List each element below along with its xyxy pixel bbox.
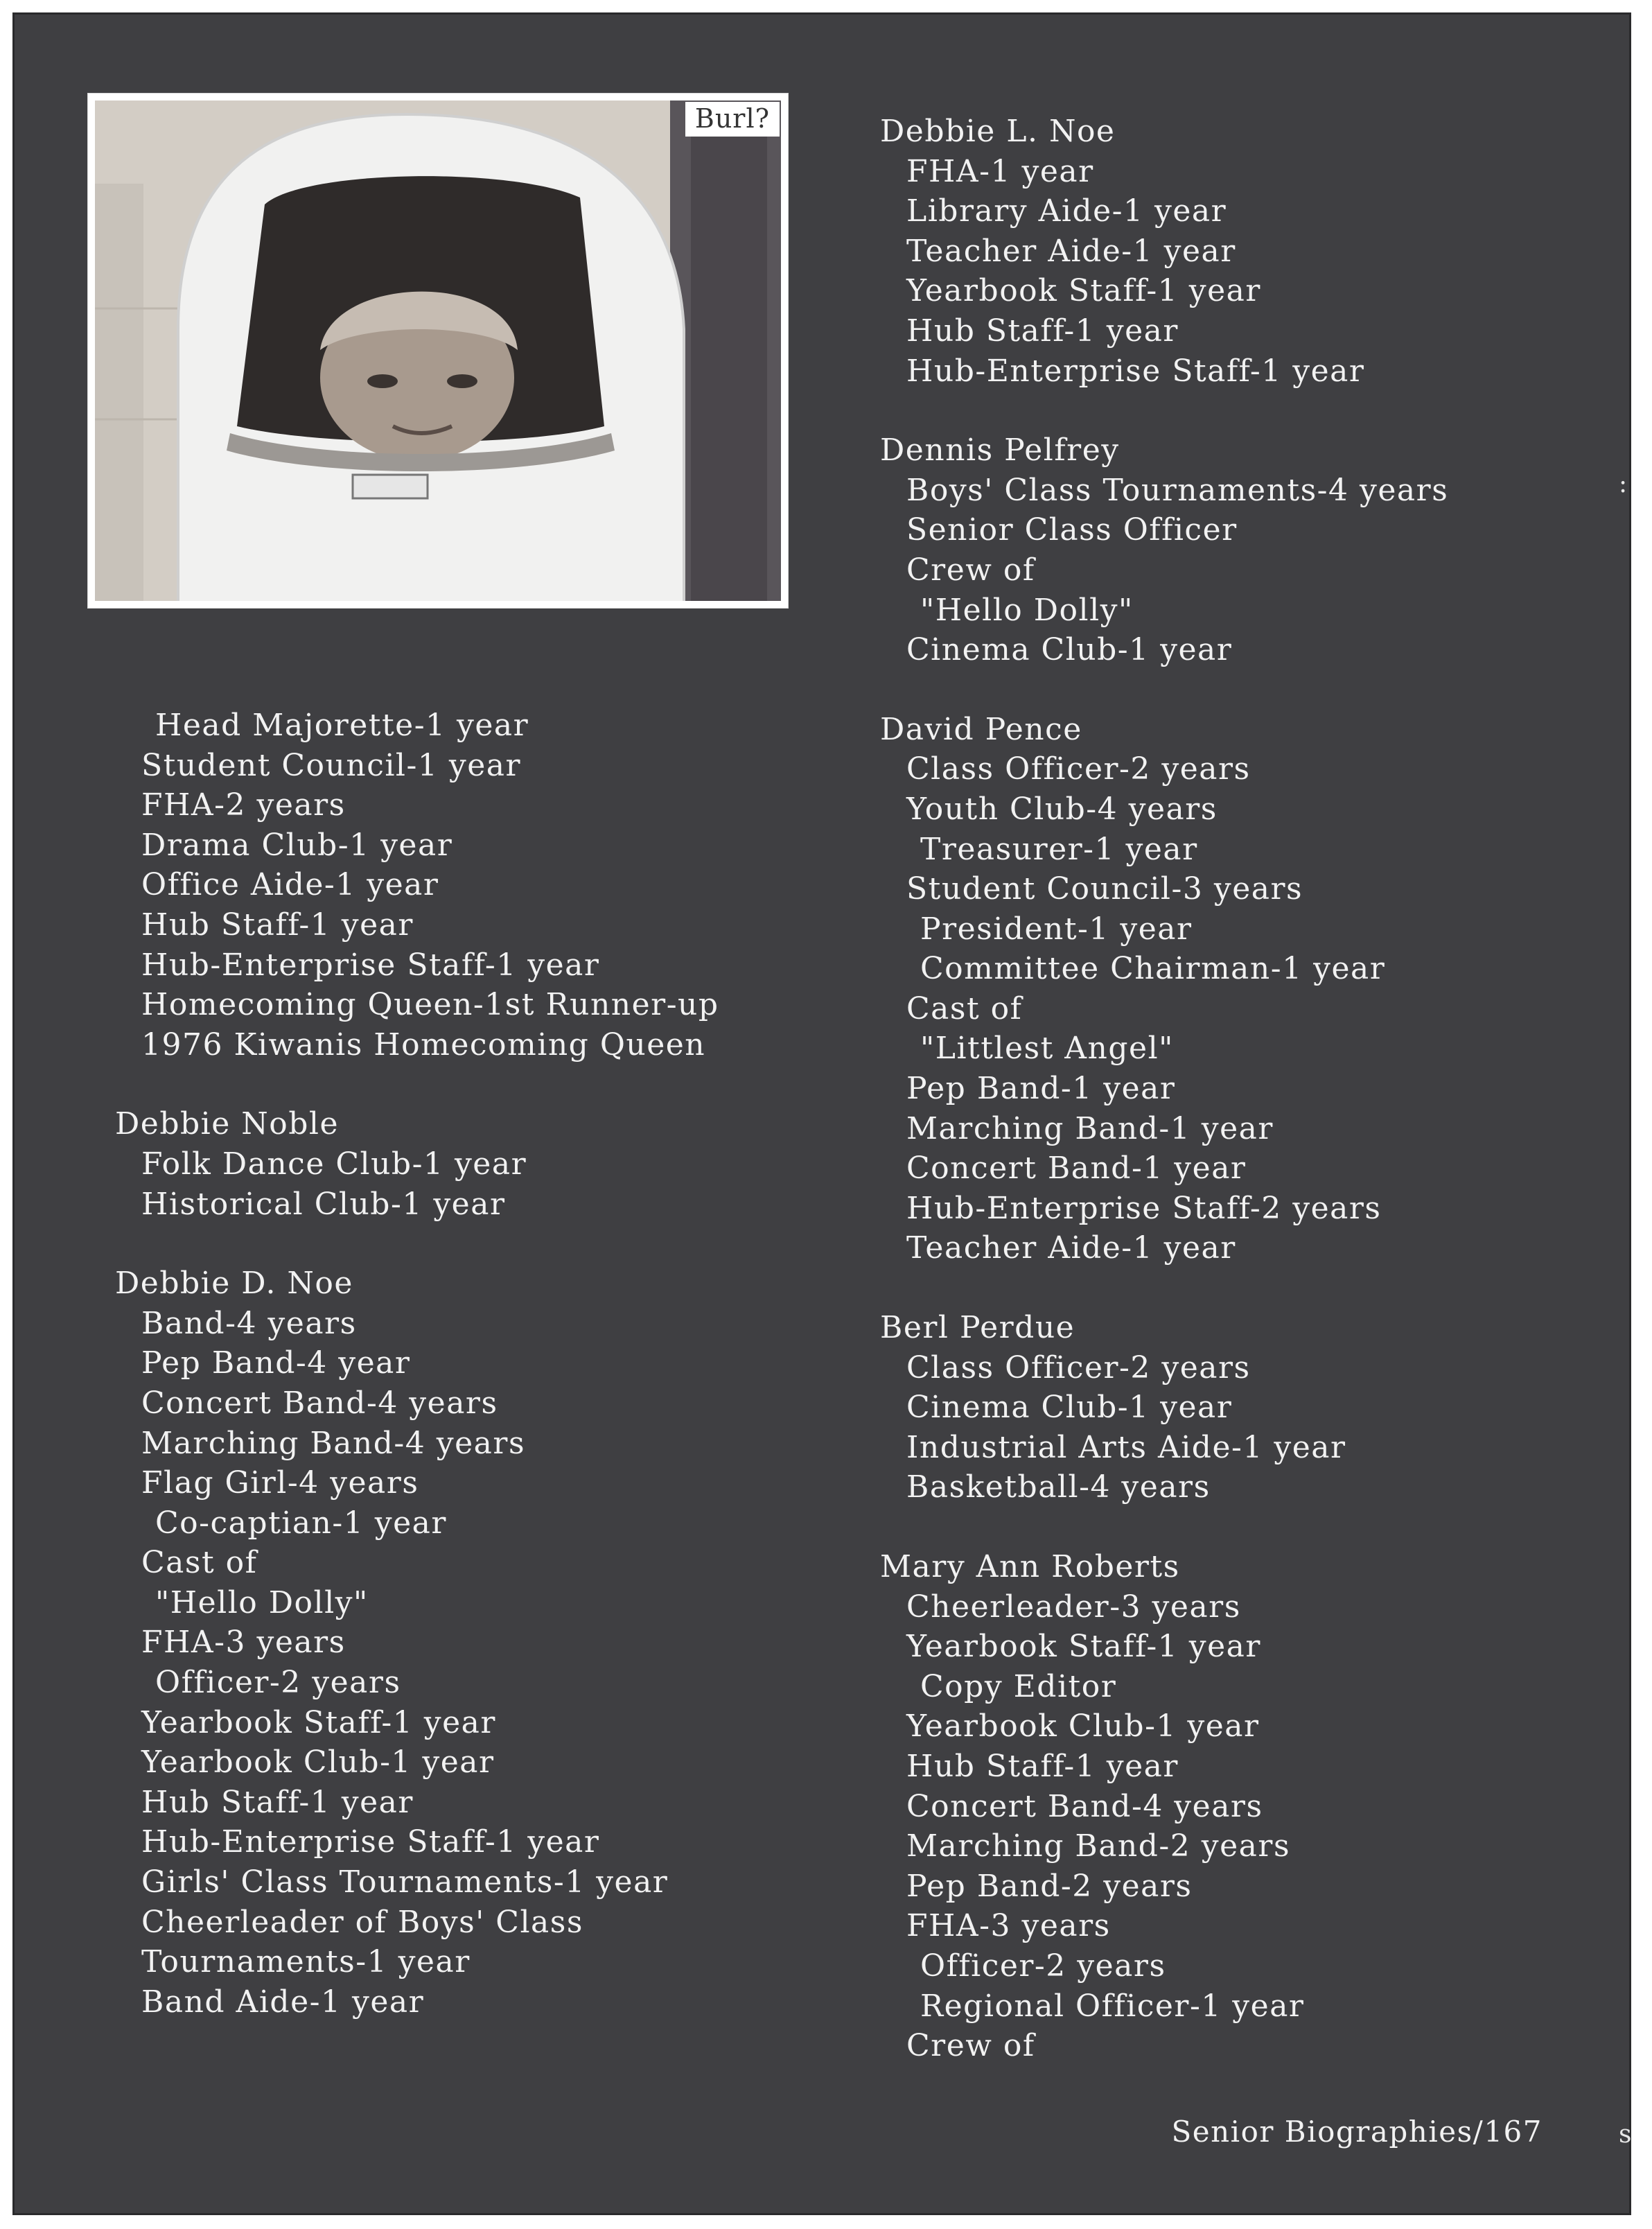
activity-line: Hub Staff-1 year bbox=[906, 313, 1179, 349]
activity-line: Office Aide-1 year bbox=[141, 867, 439, 903]
photo-caption: Burl? bbox=[685, 102, 780, 137]
activity-line: Regional Officer-1 year bbox=[920, 1988, 1305, 2024]
activity-line: Basketball-4 years bbox=[906, 1469, 1211, 1505]
activity-line: Crew of bbox=[906, 2028, 1035, 2064]
edge-mark-top: : bbox=[1619, 470, 1628, 498]
activity-line: Band-4 years bbox=[141, 1305, 357, 1341]
activity-line: Cast of bbox=[141, 1545, 258, 1581]
activity-line: Yearbook Staff-1 year bbox=[141, 1704, 496, 1740]
activity-line: President-1 year bbox=[920, 911, 1193, 947]
activity-line: Yearbook Club-1 year bbox=[906, 1708, 1260, 1745]
activity-line: Hub-Enterprise Staff-1 year bbox=[141, 947, 600, 983]
student-name: David Pence bbox=[880, 711, 1082, 747]
student-name: Mary Ann Roberts bbox=[880, 1549, 1180, 1584]
activity-line: Concert Band-4 years bbox=[906, 1788, 1263, 1824]
activity-line: Hub Staff-1 year bbox=[141, 907, 414, 943]
left-column bbox=[115, 706, 719, 2022]
page-folio: Senior Biographies/167 bbox=[1171, 2115, 1543, 2149]
biography-entry bbox=[115, 1264, 719, 2022]
activity-line: "Littlest Angel" bbox=[920, 1031, 1174, 1067]
activity-line: Copy Editor bbox=[920, 1668, 1117, 1704]
activity-line: Band Aide-1 year bbox=[141, 1984, 425, 2020]
edge-mark-bottom: s bbox=[1619, 2120, 1632, 2149]
activity-line: Cheerleader-3 years bbox=[906, 1589, 1241, 1625]
student-name: Debbie L. Noe bbox=[880, 114, 1116, 149]
activity-line: Crew of bbox=[906, 552, 1035, 588]
activity-line: Hub Staff-1 year bbox=[906, 1748, 1179, 1784]
activity-line: Yearbook Staff-1 year bbox=[906, 1629, 1261, 1665]
activity-line: Teacher Aide-1 year bbox=[906, 1230, 1236, 1266]
astronaut-helmet-photo bbox=[95, 100, 781, 601]
activity-line: Girls' Class Tournaments-1 year bbox=[141, 1864, 669, 1900]
biography-entry bbox=[880, 710, 1448, 1268]
activity-line: Senior Class Officer bbox=[906, 512, 1238, 548]
activity-line: Head Majorette-1 year bbox=[155, 708, 529, 743]
activity-line: Industrial Arts Aide-1 year bbox=[906, 1429, 1346, 1465]
activity-line: Pep Band-1 year bbox=[906, 1071, 1176, 1107]
biography-entry bbox=[880, 1308, 1448, 1507]
activity-line: FHA-3 years bbox=[141, 1625, 346, 1661]
activity-line: 1976 Kiwanis Homecoming Queen bbox=[141, 1026, 706, 1063]
activity-line: Teacher Aide-1 year bbox=[906, 233, 1236, 269]
activity-line: Hub-Enterprise Staff-1 year bbox=[141, 1824, 600, 1860]
activity-line: Officer-2 years bbox=[155, 1665, 401, 1701]
activity-line: Cinema Club-1 year bbox=[906, 1390, 1233, 1426]
activity-line: Treasurer-1 year bbox=[920, 831, 1198, 867]
activity-line: Historical Club-1 year bbox=[141, 1186, 506, 1222]
student-name: Debbie Noble bbox=[115, 1106, 340, 1142]
student-name: Berl Perdue bbox=[880, 1310, 1075, 1346]
photo-image bbox=[95, 100, 781, 601]
activity-line: Marching Band-1 year bbox=[906, 1110, 1274, 1146]
biography-entry bbox=[115, 1104, 719, 1224]
activity-line: Hub-Enterprise Staff-2 years bbox=[906, 1190, 1382, 1226]
activity-line: Concert Band-4 years bbox=[141, 1385, 498, 1421]
biography-entry bbox=[880, 1547, 1448, 2066]
activity-line: Cinema Club-1 year bbox=[906, 632, 1233, 668]
activity-line: Committee Chairman-1 year bbox=[920, 951, 1386, 987]
activity-line: Class Officer-2 years bbox=[906, 751, 1251, 787]
activity-line: Library Aide-1 year bbox=[906, 193, 1227, 229]
activity-line: FHA-1 year bbox=[906, 153, 1094, 189]
activity-line: Student Council-3 years bbox=[906, 871, 1303, 907]
activity-line: "Hello Dolly" bbox=[920, 592, 1134, 628]
student-name: Dennis Pelfrey bbox=[880, 432, 1120, 469]
senior-photo bbox=[87, 93, 789, 609]
activity-line: Youth Club-4 years bbox=[906, 791, 1218, 827]
activity-line: Pep Band-2 years bbox=[906, 1868, 1193, 1904]
activity-line: Yearbook Club-1 year bbox=[141, 1745, 495, 1781]
activity-line: "Hello Dolly" bbox=[155, 1584, 369, 1620]
activity-line: Marching Band-4 years bbox=[141, 1425, 526, 1461]
activity-line: Cheerleader of Boys' Class bbox=[141, 1904, 583, 1940]
activity-line: Cast of bbox=[906, 990, 1023, 1026]
biography-entry bbox=[880, 430, 1448, 670]
activity-line: Pep Band-4 year bbox=[141, 1345, 411, 1381]
activity-line: Folk Dance Club-1 year bbox=[141, 1146, 527, 1182]
biography-entry bbox=[880, 112, 1448, 391]
activity-line: Class Officer-2 years bbox=[906, 1349, 1251, 1386]
activity-line: Marching Band-2 years bbox=[906, 1828, 1291, 1864]
activity-line: Student Council-1 year bbox=[141, 747, 522, 783]
activity-line: Boys' Class Tournaments-4 years bbox=[906, 472, 1449, 508]
activity-line: Officer-2 years bbox=[920, 1948, 1166, 1984]
activity-line: Tournaments-1 year bbox=[141, 1944, 471, 1980]
activity-line: Drama Club-1 year bbox=[141, 827, 453, 863]
right-column bbox=[880, 112, 1448, 2066]
activity-line: Homecoming Queen-1st Runner-up bbox=[141, 987, 719, 1023]
activity-line: Hub-Enterprise Staff-1 year bbox=[906, 353, 1365, 389]
activity-line: Flag Girl-4 years bbox=[141, 1465, 419, 1501]
activity-line: Hub Staff-1 year bbox=[141, 1784, 414, 1820]
activity-line: FHA-3 years bbox=[906, 1908, 1111, 1944]
student-name: Debbie D. Noe bbox=[115, 1266, 353, 1302]
activity-line: Yearbook Staff-1 year bbox=[906, 273, 1261, 309]
activity-line: Concert Band-1 year bbox=[906, 1151, 1247, 1187]
continued-biography bbox=[115, 706, 719, 1065]
activity-line: FHA-2 years bbox=[141, 787, 346, 823]
yearbook-page bbox=[12, 12, 1631, 2215]
activity-line: Co-captian-1 year bbox=[155, 1505, 447, 1541]
